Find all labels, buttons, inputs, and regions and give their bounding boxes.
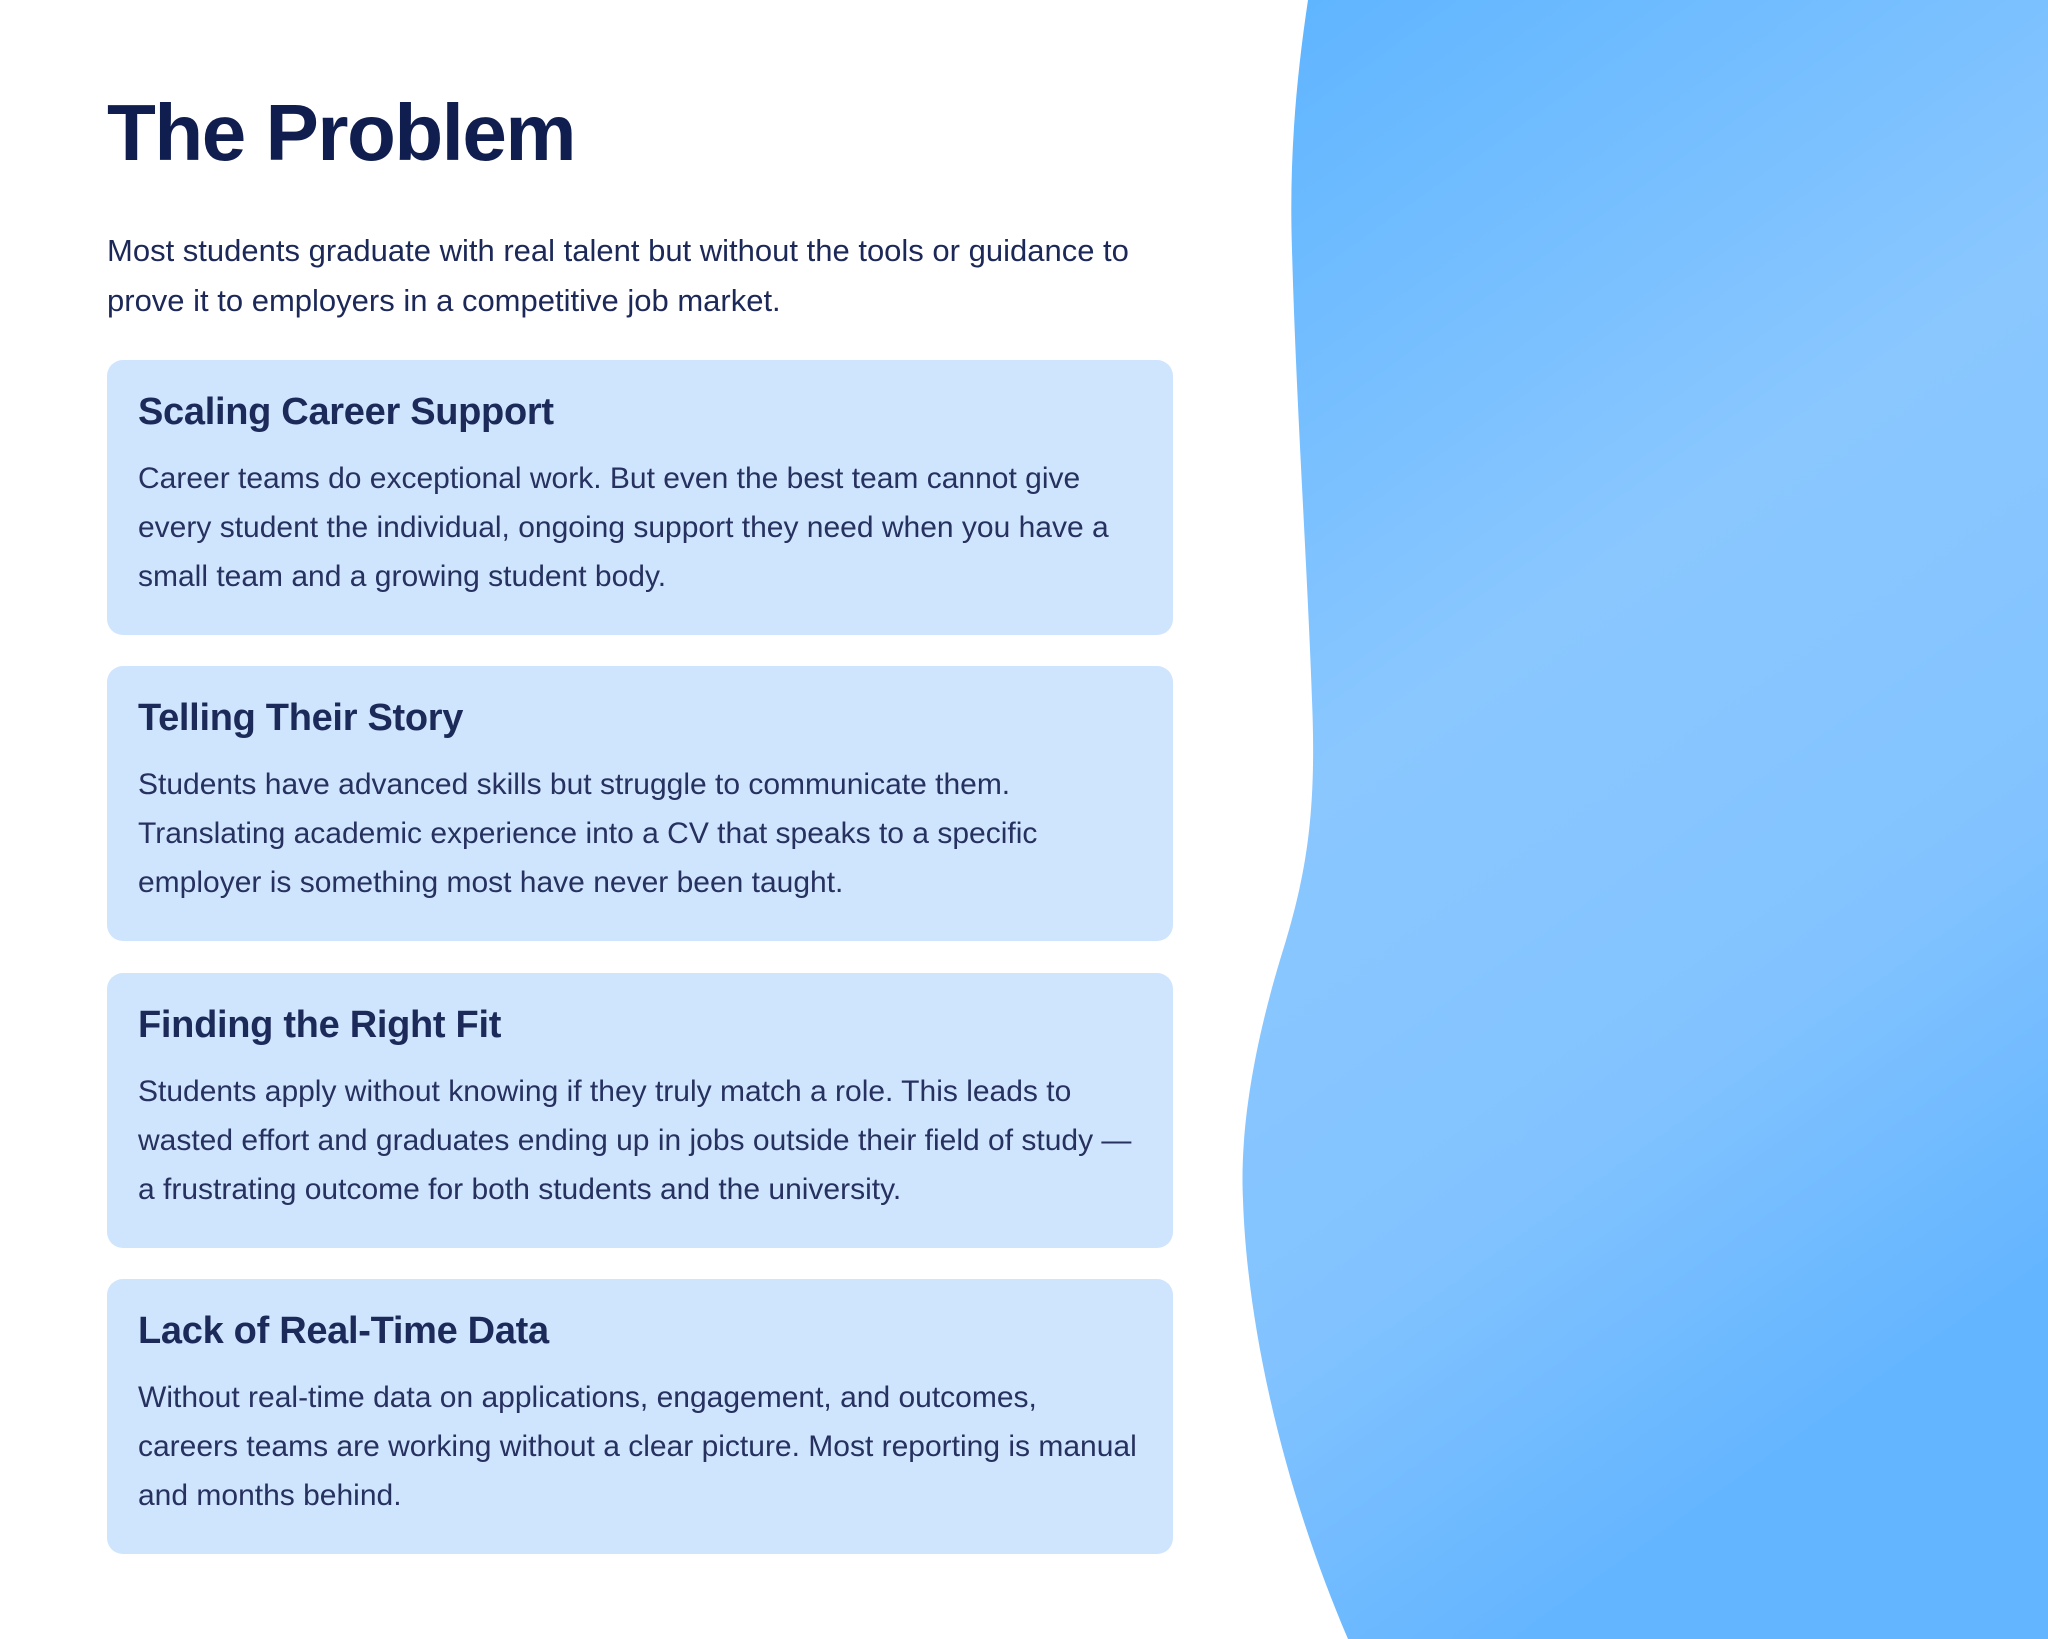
card-body: Students have advanced skills but struggle to communicate them. Translating academic experience into a CV that speaks to a specific employer is something most have never been taught. [138, 768, 1038, 899]
problem-card-scaling-career-support [107, 360, 1173, 635]
card-body: Students apply without knowing if they truly match a role. This leads to wasted effort and graduates ending up in jobs outside their field of study — a frustrating outcome for both students and the university. [138, 1075, 1132, 1206]
card-title: Scaling Career Support [138, 391, 554, 433]
card-title: Lack of Real-Time Data [138, 1310, 549, 1352]
page-intro: Most students graduate with real talent but without the tools or guidance to prove it to employers in a competitive job market. [107, 233, 1129, 318]
card-body: Without real-time data on applications, engagement, and outcomes, careers teams are working without a clear picture. Most reporting is manual and months behind. [138, 1381, 1137, 1512]
card-body: Career teams do exceptional work. But even the best team cannot give every student the individual, ongoing support they need when you have a small team and a growing student body. [138, 462, 1109, 593]
problem-card-lack-of-real-time-data [107, 1279, 1173, 1554]
problem-card-telling-their-story [107, 666, 1173, 941]
card-title: Telling Their Story [138, 697, 464, 739]
problem-card-finding-the-right-fit [107, 973, 1173, 1248]
card-title: Finding the Right Fit [138, 1004, 502, 1046]
page-title: The Problem [107, 88, 576, 177]
